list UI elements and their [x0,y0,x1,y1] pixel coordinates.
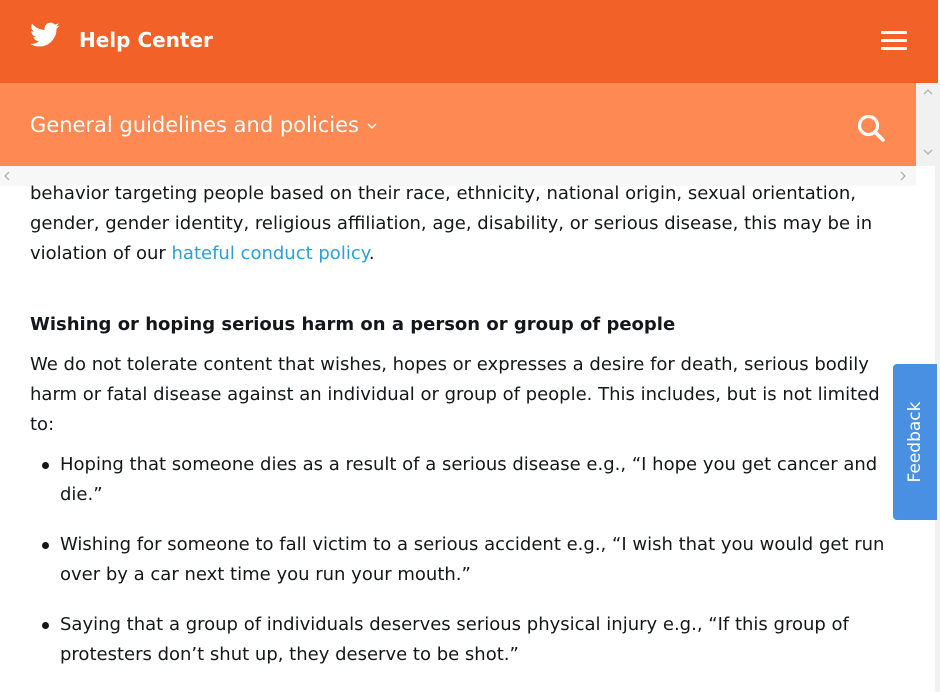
list-item [30,530,890,590]
list-item [30,450,890,510]
hateful-conduct-policy-link[interactable]: hateful conduct policy [171,243,369,264]
feedback-label: Feedback [905,401,925,483]
help-center-title[interactable]: Help Center [79,28,213,52]
section-nav-bar [0,83,916,166]
section-dropdown[interactable] [30,111,377,139]
bullet-icon [42,462,49,469]
list-item-text: Wishing for someone to fall victim to a serious accident e.g., “I wish that you would get run over by a car next time you run your mouth.” [60,534,885,585]
examples-list [30,450,890,670]
list-item-text: Hoping that someone dies as a result of a serious disease e.g., “I hope you get cancer and die.” [60,454,878,505]
section-heading: Wishing or hoping serious harm on a person or group of people [30,314,676,335]
hamburger-menu-icon[interactable] [881,29,907,53]
list-item [30,610,890,670]
intro-paragraph [30,179,905,269]
intro-period: . [368,243,375,264]
scroll-down-arrow-icon[interactable] [923,149,933,155]
vertical-scrollbar[interactable] [916,83,940,166]
article-intro [30,179,905,269]
top-header [0,0,938,83]
scroll-left-arrow-icon[interactable] [4,171,10,181]
search-icon[interactable] [856,113,886,143]
bullet-icon [42,622,49,629]
bullet-icon [42,542,49,549]
bird-logo-icon[interactable] [30,22,60,48]
scroll-up-arrow-icon[interactable] [923,89,933,95]
list-item-text: Saying that a group of individuals deserves serious physical injury e.g., “If this group of protesters don’t shut up, they deserve to be shot.” [60,614,849,665]
intro-text: behavior targeting people based on their race, ethnicity, national origin, sexual orientation, gender, gender identity, religious affiliation, age, disability, or serious disease, this may be in violation of our [30,183,873,264]
feedback-tab[interactable] [893,364,937,520]
section-dropdown-label: General guidelines and policies [30,113,359,137]
chevron-down-icon [367,123,377,129]
section-paragraph: We do not tolerate content that wishes, hopes or expresses a desire for death, serious bodily harm or fatal disease against an individual or group of people. This includes, but is not limited to: [30,354,880,435]
